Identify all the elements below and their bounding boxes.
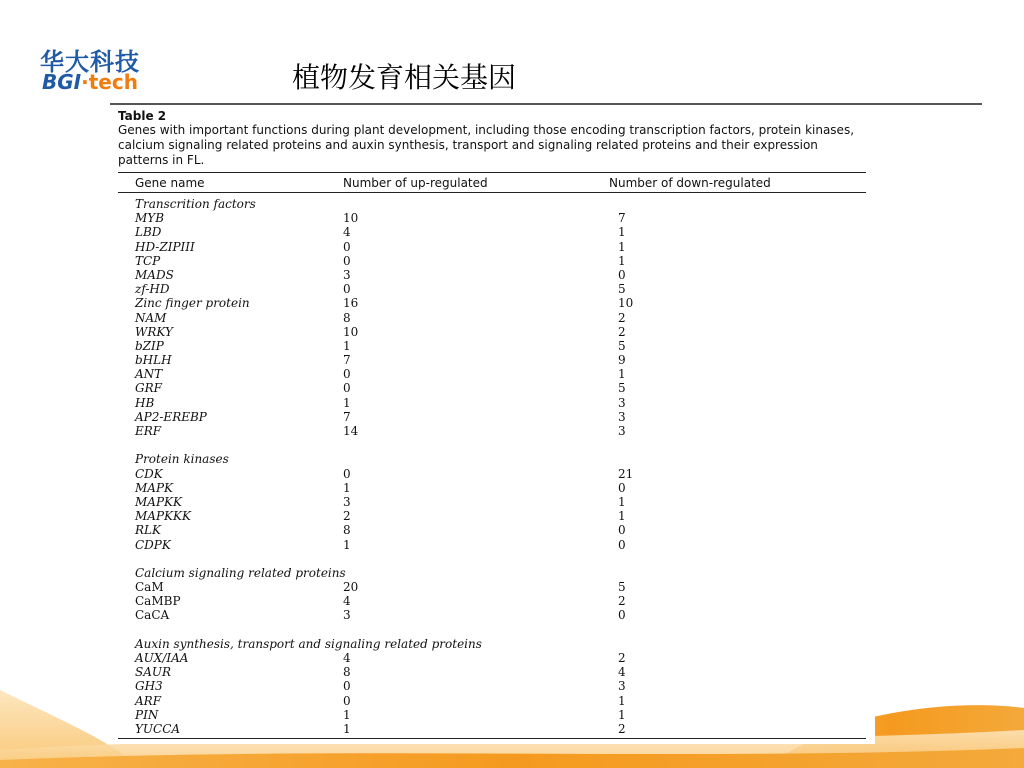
table-row (110, 240, 875, 254)
table-row (110, 694, 875, 708)
table-row (110, 481, 875, 495)
table-row (110, 211, 875, 225)
logo-chinese-text: 华大科技 (40, 48, 140, 76)
down-regulated-cell: 5 (618, 338, 626, 353)
gene-name-cell: GRF (135, 381, 162, 396)
gene-name-cell: CDK (135, 466, 163, 481)
up-regulated-cell: 4 (343, 594, 351, 609)
up-regulated-cell: 1 (343, 721, 351, 736)
up-regulated-cell: 0 (343, 253, 351, 268)
table-row (110, 325, 875, 339)
up-regulated-cell: 2 (343, 509, 351, 524)
table-row (110, 509, 875, 523)
table-row (110, 722, 875, 736)
logo-tech: ·tech (81, 70, 138, 94)
up-regulated-cell: 10 (343, 211, 359, 226)
up-regulated-cell: 8 (343, 523, 351, 538)
up-regulated-cell: 14 (343, 424, 359, 438)
header-down-regulated: Number of down-regulated (609, 176, 771, 190)
gene-name-cell: Zinc finger protein (135, 296, 250, 311)
table-row (110, 396, 875, 410)
down-regulated-cell: 2 (618, 651, 626, 665)
up-regulated-cell: 3 (343, 608, 351, 623)
table-row (110, 225, 875, 239)
gene-name-cell: YUCCA (135, 721, 181, 736)
table-top-rule (118, 172, 866, 173)
gene-name-cell: zf-HD (135, 282, 170, 297)
gene-name-cell: ANT (135, 367, 163, 382)
table-row (110, 311, 875, 325)
table-header-rule (118, 192, 866, 193)
down-regulated-cell: 1 (618, 367, 626, 382)
up-regulated-cell: 0 (343, 381, 351, 396)
down-regulated-cell: 9 (618, 353, 626, 368)
up-regulated-cell: 0 (343, 239, 351, 254)
down-regulated-cell: 1 (618, 509, 626, 524)
header-up-regulated: Number of up-regulated (343, 176, 488, 190)
gene-name-cell: SAUR (135, 665, 172, 680)
gene-name-cell: bHLH (135, 353, 172, 368)
table-caption: Genes with important functions during plant development, including those encoding transcription factors, protein kinases, calcium signaling related proteins and auxin synthesis, transport and signaling related proteins and their expression patterns in FL. (118, 123, 855, 167)
down-regulated-cell: 0 (618, 537, 626, 552)
gene-name-cell: CaCA (135, 608, 170, 623)
down-regulated-cell: 0 (618, 523, 626, 538)
up-regulated-cell: 1 (343, 537, 351, 552)
gene-name-cell: MAPKK (135, 494, 182, 509)
up-regulated-cell: 0 (343, 466, 351, 481)
down-regulated-cell: 3 (618, 409, 626, 424)
down-regulated-cell: 3 (618, 395, 626, 410)
up-regulated-cell: 3 (343, 267, 351, 282)
table-bottom-rule (118, 738, 866, 739)
down-regulated-cell: 1 (618, 707, 626, 722)
table-row (110, 381, 875, 395)
header-gene-name: Gene name (135, 176, 205, 190)
section-title: Protein kinases (135, 452, 229, 467)
up-regulated-cell: 7 (343, 353, 351, 368)
table-row (110, 495, 875, 509)
table-row (110, 353, 875, 367)
table-row (110, 594, 875, 608)
down-regulated-cell: 4 (618, 665, 626, 680)
down-regulated-cell: 3 (618, 424, 626, 438)
down-regulated-cell: 10 (618, 296, 634, 311)
section-title: Auxin synthesis, transport and signaling related proteins (135, 636, 482, 651)
down-regulated-cell: 2 (618, 310, 626, 325)
gene-name-cell: HB (135, 395, 155, 410)
gene-name-cell: MAPK (135, 480, 173, 495)
up-regulated-cell: 10 (343, 324, 359, 339)
up-regulated-cell: 0 (343, 679, 351, 694)
down-regulated-cell: 5 (618, 282, 626, 297)
down-regulated-cell: 3 (618, 679, 626, 694)
logo-bgi: BGI (42, 70, 82, 94)
gene-name-cell: PIN (135, 707, 159, 722)
up-regulated-cell: 1 (343, 480, 351, 495)
logo-english-text (42, 70, 138, 94)
table-row (110, 651, 875, 665)
gene-name-cell: CaM (135, 580, 164, 595)
gene-name-cell: HD-ZIPIII (135, 239, 195, 254)
gene-name-cell: MADS (135, 267, 174, 282)
up-regulated-cell: 1 (343, 395, 351, 410)
down-regulated-cell: 2 (618, 594, 626, 609)
up-regulated-cell: 0 (343, 693, 351, 708)
gene-name-cell: CDPK (135, 537, 171, 552)
table-row (110, 254, 875, 268)
company-logo (40, 42, 160, 98)
gene-name-cell: NAM (135, 310, 167, 325)
down-regulated-cell: 5 (618, 381, 626, 396)
table-row (110, 679, 875, 693)
table-row (110, 580, 875, 594)
gene-name-cell: MYB (135, 211, 165, 226)
gene-name-cell: MAPKKK (135, 509, 191, 524)
up-regulated-cell: 7 (343, 409, 351, 424)
gene-name-cell: RLK (135, 523, 161, 538)
down-regulated-cell: 2 (618, 324, 626, 339)
table-row (110, 296, 875, 310)
table-row (110, 282, 875, 296)
section-spacer (110, 438, 875, 452)
up-regulated-cell: 4 (343, 651, 351, 665)
section-spacer (110, 623, 875, 637)
gene-name-cell: LBD (135, 225, 162, 240)
up-regulated-cell: 3 (343, 494, 351, 509)
up-regulated-cell: 16 (343, 296, 359, 311)
section-heading-row (110, 197, 875, 211)
down-regulated-cell: 5 (618, 580, 626, 595)
down-regulated-cell: 21 (618, 466, 634, 481)
table-row (110, 339, 875, 353)
down-regulated-cell: 1 (618, 253, 626, 268)
up-regulated-cell: 8 (343, 665, 351, 680)
gene-name-cell: WRKY (135, 324, 173, 339)
down-regulated-cell: 0 (618, 608, 626, 623)
gene-name-cell: GH3 (135, 679, 163, 694)
table-row (110, 410, 875, 424)
gene-name-cell: bZIP (135, 338, 164, 353)
up-regulated-cell: 0 (343, 282, 351, 297)
section-heading-row (110, 637, 875, 651)
section-title: Transcrition factors (135, 197, 256, 211)
table-row (110, 367, 875, 381)
down-regulated-cell: 1 (618, 693, 626, 708)
slide-title: 植物发育相关基因 (292, 61, 517, 94)
gene-name-cell: TCP (135, 253, 161, 268)
section-heading-row (110, 452, 875, 466)
table-row (110, 665, 875, 679)
down-regulated-cell: 2 (618, 721, 626, 736)
down-regulated-cell: 7 (618, 211, 626, 226)
section-spacer (110, 552, 875, 566)
table-row (110, 538, 875, 552)
table-row (110, 424, 875, 438)
title-divider (110, 103, 982, 105)
gene-name-cell: ERF (135, 424, 162, 438)
table-row (110, 268, 875, 282)
gene-name-cell: CaMBP (135, 594, 181, 609)
down-regulated-cell: 1 (618, 239, 626, 254)
down-regulated-cell: 1 (618, 494, 626, 509)
down-regulated-cell: 0 (618, 267, 626, 282)
up-regulated-cell: 1 (343, 338, 351, 353)
section-title: Calcium signaling related proteins (135, 565, 346, 580)
up-regulated-cell: 20 (343, 580, 359, 595)
table-figure (110, 106, 875, 744)
gene-name-cell: AP2-EREBP (135, 409, 207, 424)
table-row (110, 708, 875, 722)
section-heading-row (110, 566, 875, 580)
down-regulated-cell: 1 (618, 225, 626, 240)
gene-name-cell: ARF (135, 693, 162, 708)
table-row (110, 523, 875, 537)
up-regulated-cell: 4 (343, 225, 351, 240)
table-row (110, 467, 875, 481)
gene-name-cell: AUX/IAA (135, 651, 189, 665)
up-regulated-cell: 8 (343, 310, 351, 325)
table-body (110, 197, 875, 736)
up-regulated-cell: 0 (343, 367, 351, 382)
table-label: Table 2 (118, 109, 167, 123)
up-regulated-cell: 1 (343, 707, 351, 722)
down-regulated-cell: 0 (618, 480, 626, 495)
table-row (110, 608, 875, 622)
